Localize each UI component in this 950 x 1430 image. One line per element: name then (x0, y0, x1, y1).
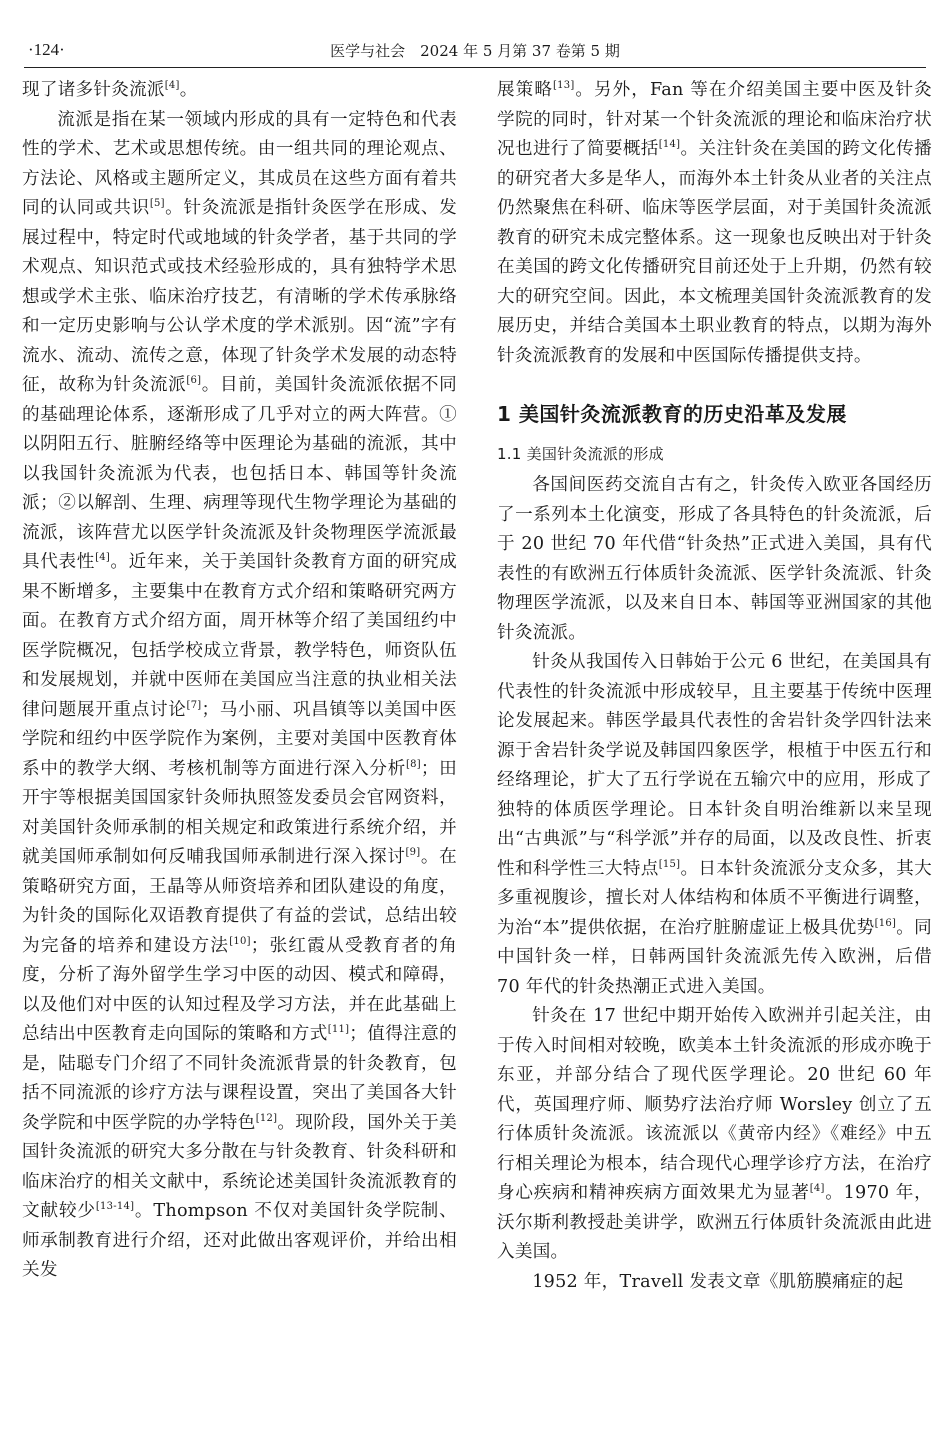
paragraph (22, 76, 457, 106)
citation-ref: [13-14] (95, 1201, 135, 1212)
text-run: ；马小丽、巩昌镇等以美国中医学院和纽约中医学院作为案例，主要对美国中医教育体系中的教学大纲、考核机制等方面进行深入分析 (22, 699, 457, 779)
paragraph (497, 1268, 932, 1298)
paragraph (497, 76, 932, 371)
text-run: 展策略 (497, 80, 553, 100)
journal-info: 医学与社会 2024 年 5 月第 37 卷第 5 期 (330, 42, 620, 60)
citation-ref: [13] (552, 80, 575, 91)
text-run: 现了诸多针灸流派 (22, 80, 165, 100)
paragraph (22, 106, 457, 1286)
text-run: 。针灸流派是指针灸医学在形成、发展过程中，特定时代或地域的针灸学者，基于共同的学术观点、知识范式或技术经验形成的，具有独特学术思想或学术主张、临床治疗技艺，有清晰的学术传承脉络和一定历史影响与公认学术度的学术派别。因“流”字有流水、流动、流传之意，体现了针灸学术发展的动态特征，故称为针灸流派 (22, 198, 457, 395)
right-column (497, 76, 932, 1297)
text-run: ；田开宇等根据美国国家针灸师执照签发委员会官网资料，对美国针灸师承制的相关规定和政策进行系统介绍，并就美国师承制如何反哺我国师承制进行深入探讨 (22, 758, 457, 867)
citation-ref: [16] (874, 917, 897, 929)
text-run: 。1970 年，沃尔斯利教授赴美讲学，欧洲五行体质针灸流派由此进入美国。 (497, 1183, 932, 1262)
citation-ref: [12] (255, 1112, 278, 1124)
text-run: 。Thompson 不仅对美国针灸学院制、师承制教育进行介绍，还对此做出客观评价，并给出相关发 (22, 1201, 457, 1280)
citation-ref: [4] (164, 80, 180, 91)
header-rule (24, 67, 926, 68)
citation-ref: [11] (327, 1024, 350, 1035)
citation-ref: [4] (809, 1183, 825, 1194)
text-run: 1952 年，Travell 发表文章《肌筋膜痛症的起 (532, 1271, 904, 1292)
text-run: ；张红霞从受教育者的角度，分析了海外留学生学习中医的动因、模式和障碍，以及他们对中医的认知过程及学习方法，并在此基础上总结出中医教育走向国际的策略和方式 (22, 935, 457, 1044)
paragraph (497, 1002, 932, 1268)
text-run: 。 (179, 80, 198, 100)
citation-ref: [9] (405, 847, 421, 858)
text-run: 。目前，美国针灸流派依据不同的基础理论体系，逐渐形成了几乎对立的两大阵营。①以阴阳五行、脏腑经络等中医理论为基础的流派，其中以我国针灸流派为代表，也包括日本、韩国等针灸流派；②以解剖、生理、病理等现代生物学理论为基础的流派，该阵营尤以医学针灸流派及针灸物理医学流派最具代表性 (22, 375, 457, 572)
citation-ref: [4] (95, 552, 110, 563)
text-run: 针灸在 17 世纪中期开始传入欧洲并引起关注，由于传入时间相对较晚，欧美本土针灸流派的形成亦晚于东亚，并部分结合了现代医学理论。20 世纪 60 年代，英国理疗师、顺势疗法治疗师 Worsley 创立了五行体质针灸流派。该流派以《黄帝内经》《难经》中五行相关理论为根本，结合现代心理学诊疗方法，在治疗身心疾病和精神疾病方面效果尤为显著 (497, 1006, 932, 1203)
page-number: ·124· (28, 40, 65, 59)
citation-ref: [15] (658, 858, 681, 870)
paragraph (497, 471, 932, 648)
text-run: 。现阶段，国外关于美国针灸流派的研究大多分散在与针灸教育、针灸科研和临床治疗的相关文献中，系统论述美国针灸流派教育的文献较少 (22, 1112, 457, 1221)
text-run: 。近年来，关于美国针灸教育方面的研究成果不断增多，主要集中在教育方式介绍和策略研究两方面。在教育方式介绍方面，周开林等介绍了美国纽约中医学院概况，包括学校成立背景，教学特色，师资队伍和发展规划，并就中医师在美国应当注意的执业相关法律问题展开重点讨论 (22, 552, 457, 720)
citation-ref: [6] (186, 375, 202, 386)
citation-ref: [14] (658, 139, 681, 150)
citation-ref: [7] (186, 699, 202, 711)
text-run: 。日本针灸流派分支众多，其大多重视腹诊，擅长对人体结构和体质不平衡进行调整，为治“本”提供依据，在治疗脏腑虚证上极具优势 (497, 858, 932, 938)
subsection-heading: 1.1 美国针灸流派的形成 (497, 445, 664, 463)
text-run: 各国间医药交流自古有之，针灸传入欧亚各国经历了一系列本土化演变，形成了各具特色的针灸流派，后于 20 世纪 70 年代借“针灸热”正式进入美国，具有代表性的有欧洲五行体质针灸流派、医学针灸流派、针灸物理医学流派，以及来自日本、韩国等亚洲国家的其他针灸流派。 (497, 475, 932, 643)
text-run: 。另外，Fan 等在介绍美国主要中医及针灸学院的同时，针对某一个针灸流派的理论和临床治疗状况也进行了简要概括 (497, 80, 932, 159)
text-run: 。在策略研究方面，王晶等从师资培养和团队建设的角度，为针灸的国际化双语教育提供了有益的尝试，总结出较为完备的培养和建设方法 (22, 847, 457, 956)
text-run: 。关注针灸在美国的跨文化传播的研究者大多是华人，而海外本土针灸从业者的关注点仍然聚焦在科研、临床等医学层面，对于美国针灸流派教育的研究未成完整体系。这一现象也反映出对于针灸在美国的跨文化传播研究目前还处于上升期，仍然有较大的研究空间。因此，本文梳理美国针灸流派教育的发展历史，并结合美国本土职业教育的特点，以期为海外针灸流派教育的发展和中医国际传播提供支持。 (497, 139, 932, 366)
paragraph (497, 648, 932, 1002)
left-column (22, 76, 457, 1286)
text-run: 针灸从我国传入日韩始于公元 6 世纪，在美国具有代表性的针灸流派中形成较早，且主要基于传统中医理论发展起来。韩医学最具代表性的舍岩针灸学四针法来源于舍岩针灸学说及韩国四象医学，根植于中医五行和经络理论，扩大了五行学说在五输穴中的应用，形成了独特的体质医学理论。日本针灸自明治维新以来呈现出“古典派”与“科学派”并存的局面，以及改良性、折衷性和科学性三大特点 (497, 652, 932, 879)
citation-ref: [5] (149, 198, 165, 209)
section-heading: 1 美国针灸流派教育的历史沿革及发展 (497, 402, 847, 426)
text-run: 流派是指在某一领域内形成的具有一定特色和代表性的学术、艺术或思想传统。由一组共同的理论观点、方法论、风格或主题所定义，其成员在这些方面有着共同的认同或共识 (22, 109, 457, 218)
text-run: 。同中国针灸一样，日韩两国针灸流派先传入欧洲，后借 70 年代的针灸热潮正式进入美国。 (497, 917, 932, 997)
text-run: ；值得注意的是，陆聪专门介绍了不同针灸流派背景的针灸教育，包括不同流派的诊疗方法与课程设置，突出了美国各大针灸学院和中医学院的办学特色 (22, 1024, 457, 1133)
page-header (28, 40, 922, 66)
citation-ref: [8] (405, 758, 421, 770)
citation-ref: [10] (229, 935, 251, 947)
